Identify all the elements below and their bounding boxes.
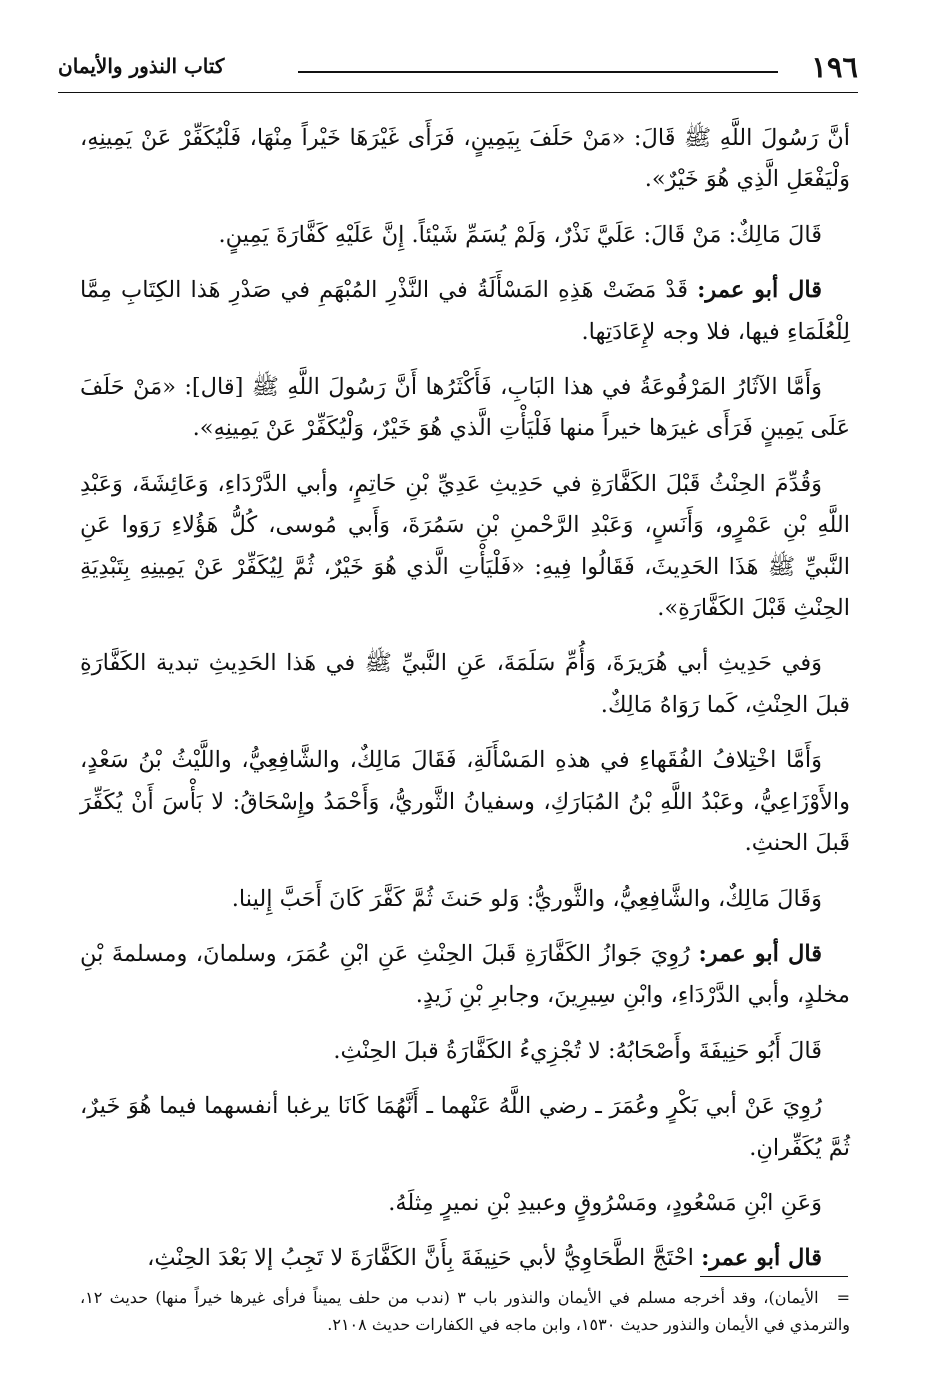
paragraph: قال أبو عمر: احْتَجَّ الطَّحَاوِيُّ لأبي حَنِيفَةَ بِأَنَّ الكَفَّارَةَ لا تَجِبُ إلا بَعْدَ الحِنْثِ، (147, 1245, 822, 1272)
footnote-divider (700, 1276, 848, 1277)
paragraph: وَفي حَدِيثِ أبي هُرَيرَةَ، وَأُمِّ سَلَمَةَ، عَنِ النَّبيِّ ﷺ في هَذا الحَدِيثِ تبدية الكَفَّارَةِ قبلَ الحِنْثِ، كَما رَوَاهُ مَالِكٌ. (80, 650, 850, 718)
running-title: كتاب النذور والأيمان (58, 54, 225, 78)
paragraph: قال أبو عمر: رُوِيَ جَوازُ الكَفَّارَةِ قَبلَ الحِنْثِ عَنِ ابْنِ عُمَرَ، وسلمانَ، ومسلمةَ بْنِ مخلدٍ، وأبي الدَّرْدَاءِ، وابْنِ سِيرِينَ، وجابرِ بْنِ زَيدٍ. (80, 940, 850, 1009)
paragraph: وَأَمَّا الآثَارُ المَرْفُوعَةُ في هذا البَابِ، فَأَكْثَرُها أَنَّ رَسُولَ اللَّهِ ﷺ [قال]: «مَنْ حَلَفَ عَلَى يَمِينٍ فَرَأَى غيرَها خيراً منها فَلْيَأْتِ الَّذي هُوَ خَيْرٌ، وَلْيُكَفِّرْ عَنْ يَمِينِهِ». (80, 374, 850, 442)
header-divider (58, 92, 858, 93)
paragraph: قال أبو عمر: قَدْ مَضَتْ هَذِهِ المَسْأَلَةُ في النَّذْرِ المُبْهَمِ في صَدْرِ هَذا الكِتَابِ مِمَّا لِلْعُلَمَاءِ فيها، فلا وجه لإِعَادَتِها. (80, 277, 850, 345)
footnote-text: الأيمان)، وقد أخرجه مسلم في الأيمان والنذور باب ٣ (ندب من حلف يميناً فرأى غيرها خيراً منها) حديث ١٢، والترمذي في الأيمان والنذور حديث ١٥٣٠، وابن ماجه في الكفارات حديث ٢١٠٨. (80, 1288, 850, 1334)
paragraph: وَقَالَ مَالِكٌ، والشَّافِعِيُّ، والثَّوريُّ: وَلو حَنثَ ثُمَّ كَفَّرَ كَانَ أَحَبَّ إِلينا. (231, 885, 822, 912)
paragraph: وَقُدِّمَ الحِنْثُ قَبْلَ الكَفَّارَةِ في حَدِيثِ عَدِيِّ بْنِ حَاتِمٍ، وأبي الدَّرْدَاءِ، وَعَائِشَةَ، وَعَبْدِ اللَّهِ بْنِ عَمْرٍو، وَأَنَسٍ، وَعَبْدِ الرَّحْمنِ بْنِ سَمُرَةَ، وَأَبي مُوسى، كُلُّ هَؤُلاءِ رَوَوا عَنِ النَّبيِّ ﷺ هَذَا الحَدِيثَ، فَقَالُوا فِيهِ: «فَلْيَأْتِ الَّذي هُوَ خَيْرٌ، ثُمَّ لِيُكَفِّرْ عَنْ يَمِينِهِ بِتَبْدِيَةِ الحِنْثِ قَبْلَ الكَفَّارَةِ». (80, 470, 850, 622)
paragraph: قَالَ أَبُو حَنِيفَةَ وأَصْحَابُهُ: لا تُجْزِيءُ الكَفَّارَةُ قبلَ الحِنْثِ. (333, 1037, 822, 1064)
footnote-marker: = (836, 1288, 850, 1307)
paragraph: قَالَ مَالِكٌ: مَنْ قَالَ: عَلَيَّ نَذْرٌ، وَلَمْ يُسَمِّ شَيْئاً. إِنَّ عَلَيْهِ كَفَّارَةَ يَمِينٍ. (218, 221, 822, 248)
footnotes (80, 1284, 850, 1338)
page-number: ١٩٦ (811, 50, 858, 84)
paragraph: وَأَمَّا اخْتِلافُ الفُقَهاءِ في هذهِ المَسْأَلَةِ، فَقَالَ مَالِكٌ، والشَّافِعِيُّ، واللَّيْثُ بْنُ سَعْدٍ، والأَوْزَاعِيُّ، وعَبْدُ اللَّهِ بْنُ المُبَارَكِ، وسفيانُ الثَّوريُّ، وَأَحْمَدُ وإِسْحَاقُ: لا بَأْسَ أَنْ يُكَفِّرَ قَبلَ الحنثِ. (80, 747, 850, 857)
footnote (80, 1284, 850, 1338)
main-text (80, 118, 850, 1294)
paragraph: وَعَنِ ابْنِ مَسْعُودٍ، ومَسْرُوقٍ وعبيدِ بْنِ نميرٍ مِثلَهُ. (388, 1189, 822, 1216)
header-rule (298, 71, 778, 73)
paragraph: أنَّ رَسُولَ اللَّهِ ﷺ قَالَ: «مَنْ حَلَفَ بِيَمِينٍ، فَرَأَى غَيْرَهَا خَيْراً مِنْهَا، فَلْيُكَفِّرْ عَنْ يَمِينِهِ، وَلْيَفْعَلِ الَّذِي هُوَ خَيْرٌ». (80, 125, 850, 193)
paragraph: رُوِيَ عَنْ أبي بَكْرٍ وعُمَرَ ـ رضي اللَّهُ عَنْهما ـ أَنَّهُمَا كَانَا يرغبا أنفسهما فيما هُوَ خَيرٌ، ثُمَّ يُكَفِّرانِ. (80, 1093, 850, 1161)
page-header (58, 48, 858, 92)
